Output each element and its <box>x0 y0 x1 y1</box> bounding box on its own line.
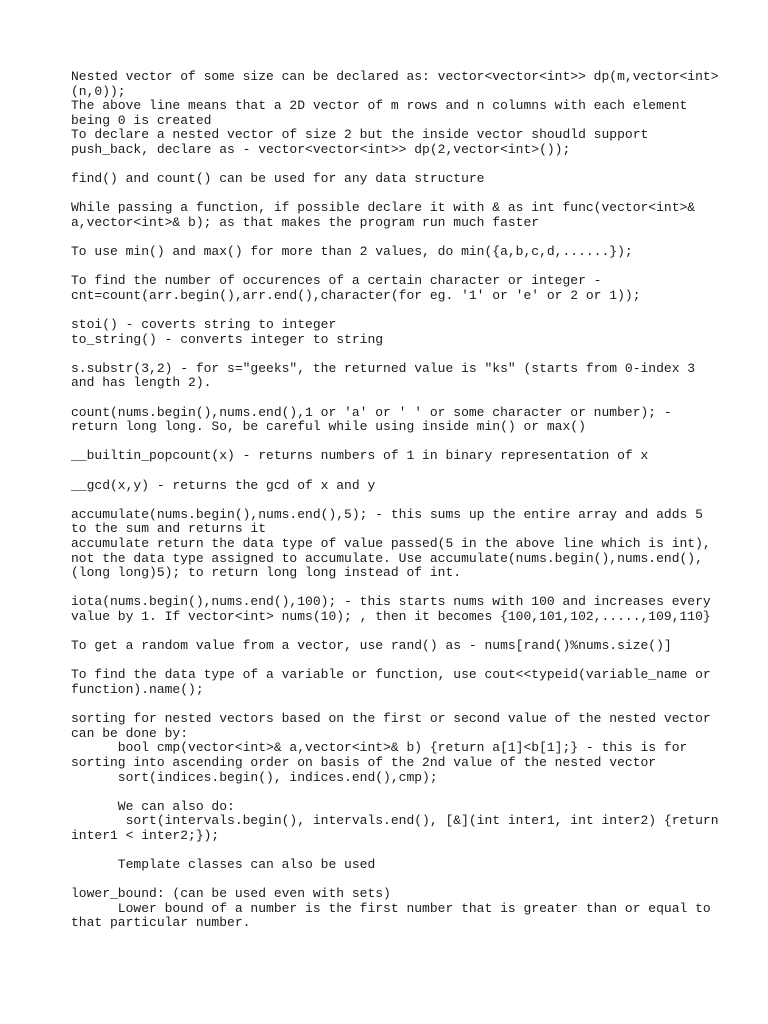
text-line: iota(nums.begin(),nums.end(),100); - this starts nums with 100 and increases every <box>71 594 711 610</box>
text-line: The above line means that a 2D vector of m rows and n columns with each element <box>71 98 688 114</box>
blank-line <box>71 785 711 800</box>
blank-line <box>71 698 711 713</box>
text-line: that particular number. <box>71 915 251 931</box>
text-line: To find the data type of a variable or function, use cout<<typeid(variable_name or <box>71 667 711 683</box>
text-line: We can also do: <box>71 798 235 814</box>
blank-line <box>71 187 711 202</box>
blank-line <box>71 260 711 275</box>
text-line: __gcd(x,y) - returns the gcd of x and y <box>71 477 376 493</box>
blank-line <box>71 158 711 173</box>
blank-line <box>71 873 711 888</box>
text-line: to_string() - converts integer to string <box>71 331 384 347</box>
text-line: sorting into ascending order on basis of the 2nd value of the nested vector <box>71 754 657 770</box>
text-line: and has length 2). <box>71 375 212 391</box>
text-line: sort(intervals.begin(), intervals.end(), [&](int inter1, int inter2) {return <box>71 813 719 829</box>
text-line: To get a random value from a vector, use rand() as - nums[rand()%nums.size()] <box>71 638 672 654</box>
text-line: sorting for nested vectors based on the first or second value of the nested vector <box>71 711 711 727</box>
text-line: push_back, declare as - vector<vector<int>> dp(2,vector<int>()); <box>71 141 571 157</box>
text-line: to the sum and returns it <box>71 521 267 537</box>
text-line: cnt=count(arr.begin(),arr.end(),character(for eg. '1' or 'e' or 2 or 1)); <box>71 287 641 303</box>
text-line: Nested vector of some size can be declared as: vector<vector<int>> dp(m,vector<int> <box>71 69 719 84</box>
blank-line <box>71 435 711 450</box>
blank-line <box>71 347 711 362</box>
text-line: accumulate(nums.begin(),nums.end(),5); - this sums up the entire array and adds 5 <box>71 506 703 522</box>
text-line: sort(indices.begin(), indices.end(),cmp); <box>71 769 438 785</box>
blank-line <box>71 304 711 319</box>
blank-line <box>71 654 711 669</box>
blank-line <box>71 493 711 508</box>
text-line: count(nums.begin(),nums.end(),1 or 'a' or ' ' or some character or number); - <box>71 404 672 420</box>
text-line: Template classes can also be used <box>71 857 376 873</box>
text-line: (long long)5); to return long long instead of int. <box>71 565 462 581</box>
text-line: inter1 < inter2;}); <box>71 827 220 843</box>
text-line: accumulate return the data type of value passed(5 in the above line which is int), <box>71 536 711 551</box>
text-line: value by 1. If vector<int> nums(10); , then it becomes {100,101,102,.....,109,110} <box>71 608 711 624</box>
blank-line <box>71 231 711 246</box>
text-line: (n,0)); <box>71 83 126 99</box>
text-line: s.substr(3,2) - for s="geeks", the returned value is "ks" (starts from 0-index 3 <box>71 360 696 376</box>
blank-line <box>71 581 711 596</box>
text-line: return long long. So, be careful while using inside min() or max() <box>71 419 586 435</box>
blank-line <box>71 464 711 479</box>
text-line: find() and count() can be used for any data structure <box>71 171 485 187</box>
text-line: While passing a function, if possible declare it with & as int func(vector<int>& <box>71 200 696 216</box>
text-line: stoi() - coverts string to integer <box>71 317 337 333</box>
text-line: can be done by: <box>71 725 189 741</box>
text-line: being 0 is created <box>71 112 212 128</box>
text-line: To declare a nested vector of size 2 but the inside vector shoudld support <box>71 127 649 143</box>
text-line: function).name(); <box>71 681 204 697</box>
text-line: __builtin_popcount(x) - returns numbers of 1 in binary representation of x <box>71 448 649 464</box>
blank-line <box>71 391 711 406</box>
text-line: not the data type assigned to accumulate. Use accumulate(nums.begin(),nums.end(), <box>71 550 703 566</box>
text-line: To use min() and max() for more than 2 values, do min({a,b,c,d,......}); <box>71 244 633 260</box>
document-body <box>71 69 719 931</box>
text-line: a,vector<int>& b); as that makes the program run much faster <box>71 214 540 230</box>
blank-line <box>71 625 711 640</box>
text-line: lower_bound: (can be used even with sets) <box>71 886 391 902</box>
text-line: Lower bound of a number is the first number that is greater than or equal to <box>71 900 711 916</box>
text-line: To find the number of occurences of a certain character or integer - <box>71 273 602 289</box>
text-line: bool cmp(vector<int>& a,vector<int>& b) {return a[1]<b[1];} - this is for <box>71 740 688 756</box>
blank-line <box>71 843 711 858</box>
